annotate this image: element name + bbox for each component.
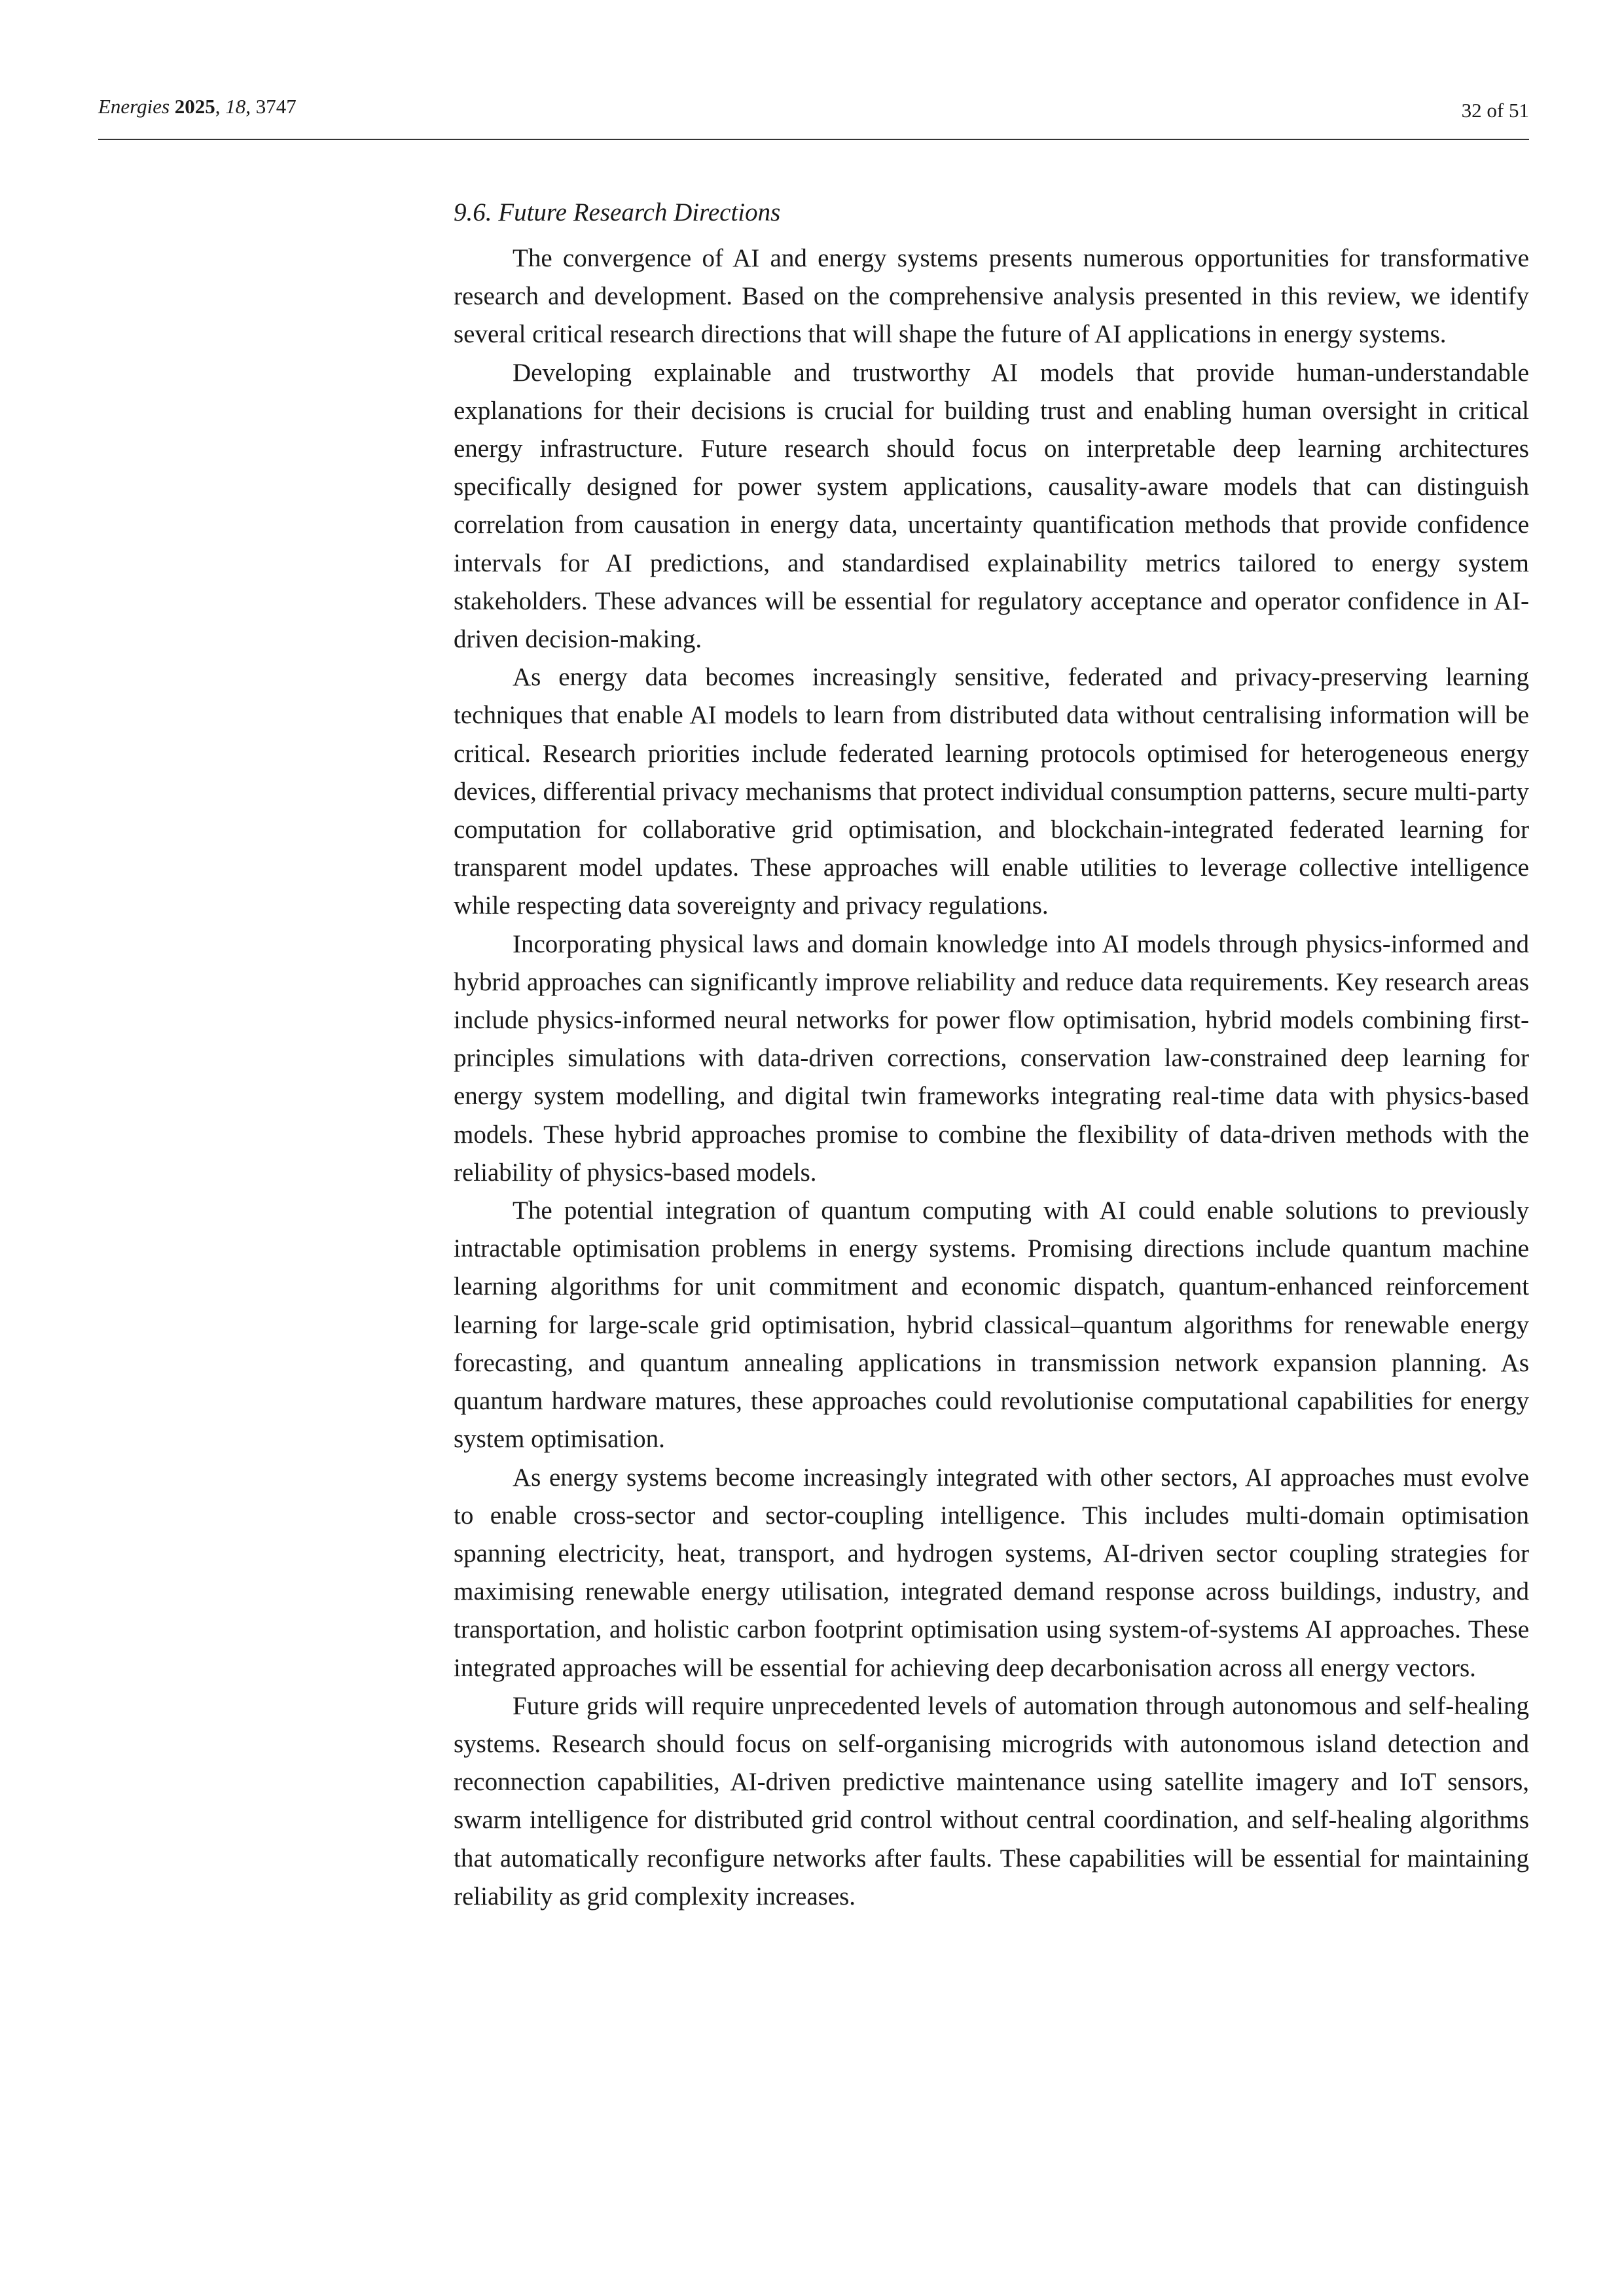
paragraph: Incorporating physical laws and domain knowledge into AI models through physics-informed and hybrid approaches can significantly improve reliability and reduce data requirements. Key research areas include physics-informed neural networks for power flow optimisation, hybrid models combining first-principles simulations with data-driven corrections, conservation law-constrained deep learning for energy system modelling, and digital twin frameworks integrating real-time data with physics-based models. These hybrid approaches promise to combine the flexibility of data-driven methods with the reliability of physics-based models. <box>454 929 1529 1187</box>
paragraph: As energy data becomes increasingly sensitive, federated and privacy-preserving learning techniques that enable AI models to learn from distributed data without centralising information will be critical. Research priorities include federated learning protocols optimised for heterogeneous energy devices, differential privacy mechanisms that protect individual consumption patterns, secure multi-party computation for collaborative grid optimisation, and blockchain-integrated federated learning for transparent model updates. These approaches will enable utilities to leverage collective intelligence while respecting data sovereignty and privacy regulations. <box>454 663 1529 920</box>
journal-citation: Energies 2025, 18, 3747 <box>98 95 297 118</box>
section-heading: 9.6. Future Research Directions <box>454 198 781 226</box>
journal-name: Energies <box>98 95 170 118</box>
paragraph: As energy systems become increasingly integrated with other sectors, AI approaches must evolve to enable cross-sector and sector-coupling intelligence. This includes multi-domain optimisation spanning electricity, heat, transport, and hydrogen systems, AI-driven sector coupling strategies for maximising renewable energy utilisation, integrated demand response across buildings, industry, and transportation, and holistic carbon footprint optimisation using system-of-systems AI approaches. These integrated approaches will be essential for achieving deep decarbonisation across all energy vectors. <box>454 1463 1529 1682</box>
paragraph: Future grids will require unprecedented levels of automation through autonomous and self-healing systems. Research should focus on self-organising microgrids with autonomous island detection and reconnection capabilities, AI-driven predictive maintenance using satellite imagery and IoT sensors, swarm intelligence for distributed grid control without central coordination, and self-healing algorithms that automatically reconfigure networks after faults. These capabilities will be essential for maintaining reliability as grid complexity increases. <box>454 1691 1529 1910</box>
main-content <box>454 194 1529 1916</box>
header-divider <box>98 139 1529 140</box>
paragraph: The potential integration of quantum computing with AI could enable solutions to previously intractable optimisation problems in energy systems. Promising directions include quantum machine learning algorithms for unit commitment and economic dispatch, quantum-enhanced reinforcement learning for large-scale grid optimisation, hybrid classical–quantum algorithms for renewable energy forecasting, and quantum annealing applications in transmission network expansion planning. As quantum hardware matures, these approaches could revolutionise computational capabilities for energy system optimisation. <box>454 1196 1529 1454</box>
journal-volume: 18 <box>225 95 246 118</box>
running-header <box>98 94 1529 139</box>
page-number: 32 of 51 <box>1461 99 1529 122</box>
journal-year: 2025 <box>174 95 215 118</box>
paragraph: Developing explainable and trustworthy AI models that provide human-understandable explanations for their decisions is crucial for building trust and enabling human oversight in critical energy infrastructure. Future research should focus on interpretable deep learning architectures specifically designed for power system applications, causality-aware models that can distinguish correlation from causation in energy data, uncertainty quantification methods that provide confidence intervals for AI predictions, and standardised explainability metrics tailored to energy system stakeholders. These advances will be essential for regulatory acceptance and operator confidence in AI-driven decision-making. <box>454 358 1529 654</box>
paragraph: The convergence of AI and energy systems presents numerous opportunities for transformative research and development. Based on the comprehensive analysis presented in this review, we identify several critical research directions that will shape the future of AI applications in energy systems. <box>454 244 1529 349</box>
article-number: 3747 <box>255 95 297 118</box>
